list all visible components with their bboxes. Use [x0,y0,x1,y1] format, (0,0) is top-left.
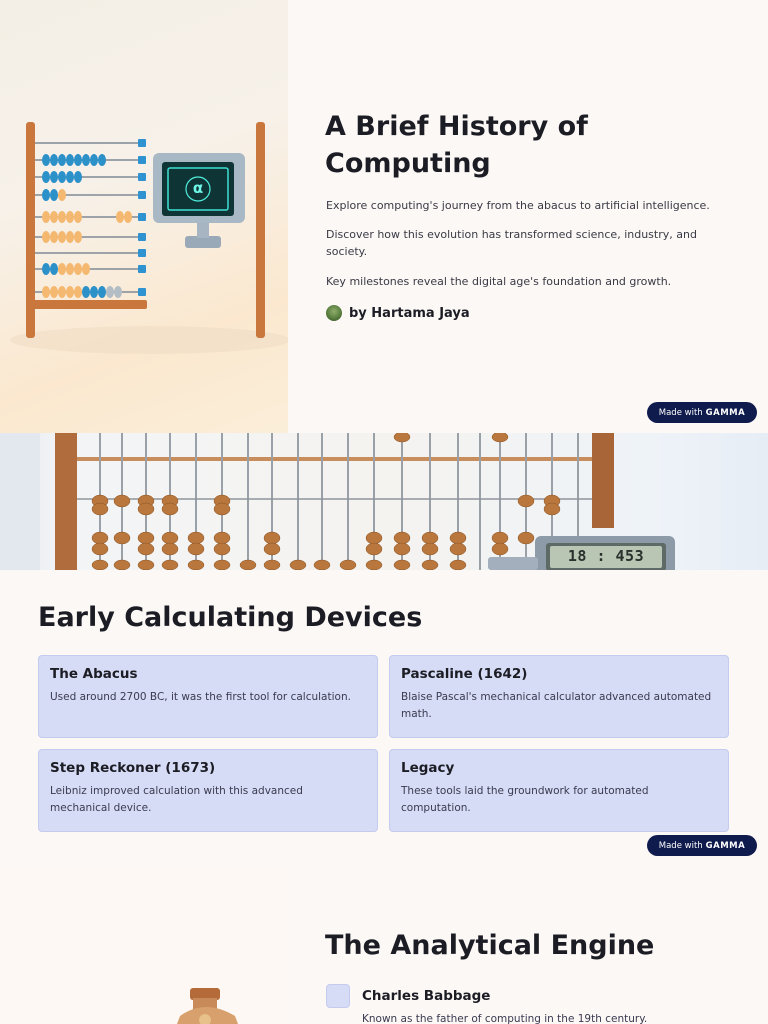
card-step-reckoner [38,749,378,832]
title-line-1: A Brief History of [325,111,588,142]
card-description: Used around 2700 BC, it was the first tool for calculation. [50,691,351,703]
abacus-computer-illustration [0,0,288,433]
card-title: Legacy [401,760,455,776]
card-description: Blaise Pascal's mechanical calculator advanced automated math. [401,691,712,720]
made-with-gamma-badge[interactable] [647,402,757,423]
card-description: Leibniz improved calculation with this advanced mechanical device. [50,785,303,814]
card-description: These tools laid the groundwork for automated computation. [401,785,649,814]
title-line-2: Computing [325,148,491,179]
badge-text: Made with [658,407,703,418]
screen-symbol: α [192,179,204,197]
author-name: by Hartama Jaya [349,305,470,321]
card-title: The Abacus [50,666,138,682]
card-title: Pascaline (1642) [401,666,528,682]
intro-paragraph-3: Key milestones reveal the digital age's foundation and growth. [326,275,672,288]
section-title-analytical-engine: The Analytical Engine [325,930,655,961]
intro-paragraph-2: Discover how this evolution has transformed science, industry, and society. [326,228,697,258]
page-title [325,108,725,182]
avatar [326,305,342,321]
bullet-box-icon [326,984,350,1008]
badge-brand: GAMMA [705,840,746,851]
badge-text: Made with [658,840,703,851]
author-byline[interactable] [326,305,470,321]
calculator-display: 18 : 453 [567,547,645,565]
card-abacus [38,655,378,738]
card-legacy [389,749,729,832]
intro-paragraph-1: Explore computing's journey from the abacus to artificial intelligence. [326,199,710,212]
card-pascaline [389,655,729,738]
badge-brand: GAMMA [705,407,746,418]
abacus-calculator-banner [0,433,768,570]
item-title-charles-babbage: Charles Babbage [362,988,491,1004]
made-with-gamma-badge[interactable] [647,835,757,856]
card-title: Step Reckoner (1673) [50,760,216,776]
section-title-early-devices: Early Calculating Devices [38,602,423,633]
slide-title [0,0,768,433]
analytical-engine-illustration [0,866,288,1024]
item-description-charles-babbage: Known as the father of computing in the 19th century. [362,1013,648,1024]
